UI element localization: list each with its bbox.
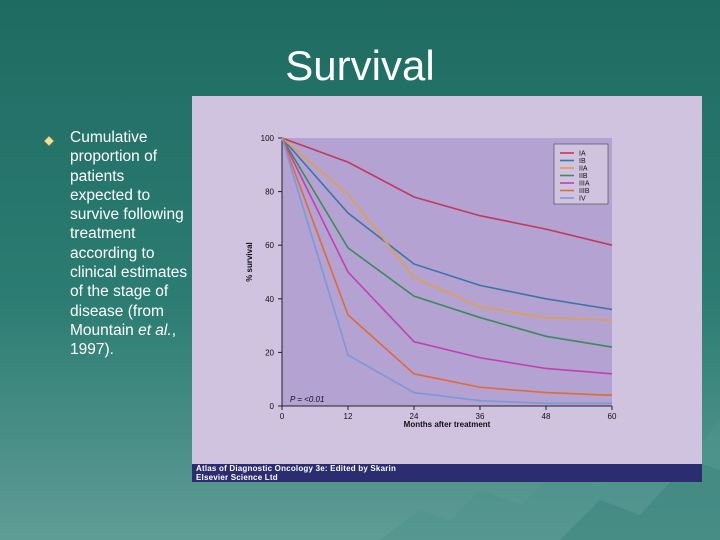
- diamond-bullet-icon: [44, 136, 54, 146]
- bullet-text-main: Cumulative proportion of patients expected to survive following treatment according to clinical estimates of the stage of disease (from Mountain: [70, 129, 188, 339]
- legend-label: IIA: [579, 165, 588, 173]
- caption-line-2: Elsevier Science Ltd: [196, 473, 278, 482]
- x-tick-label: 24: [409, 412, 419, 421]
- figure-caption: [192, 464, 702, 482]
- survival-chart: [192, 96, 702, 464]
- x-tick-label: 12: [343, 412, 353, 421]
- legend-label: IIB: [579, 173, 588, 180]
- legend: [554, 144, 608, 204]
- survival-figure: [192, 96, 702, 482]
- x-tick-label: 60: [607, 412, 617, 421]
- bullet-text-tail: , 1997).: [70, 321, 176, 359]
- bullet-text: [70, 128, 188, 360]
- y-tick-label: 20: [265, 348, 274, 358]
- y-tick-label: 60: [265, 241, 274, 251]
- legend-label: IA: [579, 150, 586, 158]
- legend-label: IIIA: [579, 180, 590, 188]
- y-tick-label: 0: [269, 402, 274, 411]
- legend-label: IV: [579, 195, 586, 203]
- legend-label: IIIB: [579, 188, 590, 195]
- y-axis-label: % survival: [245, 242, 254, 282]
- y-tick-label: 100: [260, 134, 274, 143]
- legend-label: IB: [579, 158, 586, 165]
- x-tick-label: 48: [541, 412, 551, 421]
- x-tick-label: 36: [475, 412, 485, 421]
- bullet-text-italic: et al.: [138, 321, 172, 339]
- p-value-annotation: P = <0.01: [290, 395, 325, 404]
- slide-title: Survival: [285, 42, 435, 89]
- x-axis-label: Months after treatment: [403, 420, 491, 429]
- x-tick-label: 0: [279, 412, 285, 421]
- y-tick-label: 80: [265, 187, 274, 197]
- caption-line-1: Atlas of Diagnostic Oncology 3e: Edited by Skarin: [196, 464, 397, 473]
- y-tick-label: 40: [265, 294, 274, 304]
